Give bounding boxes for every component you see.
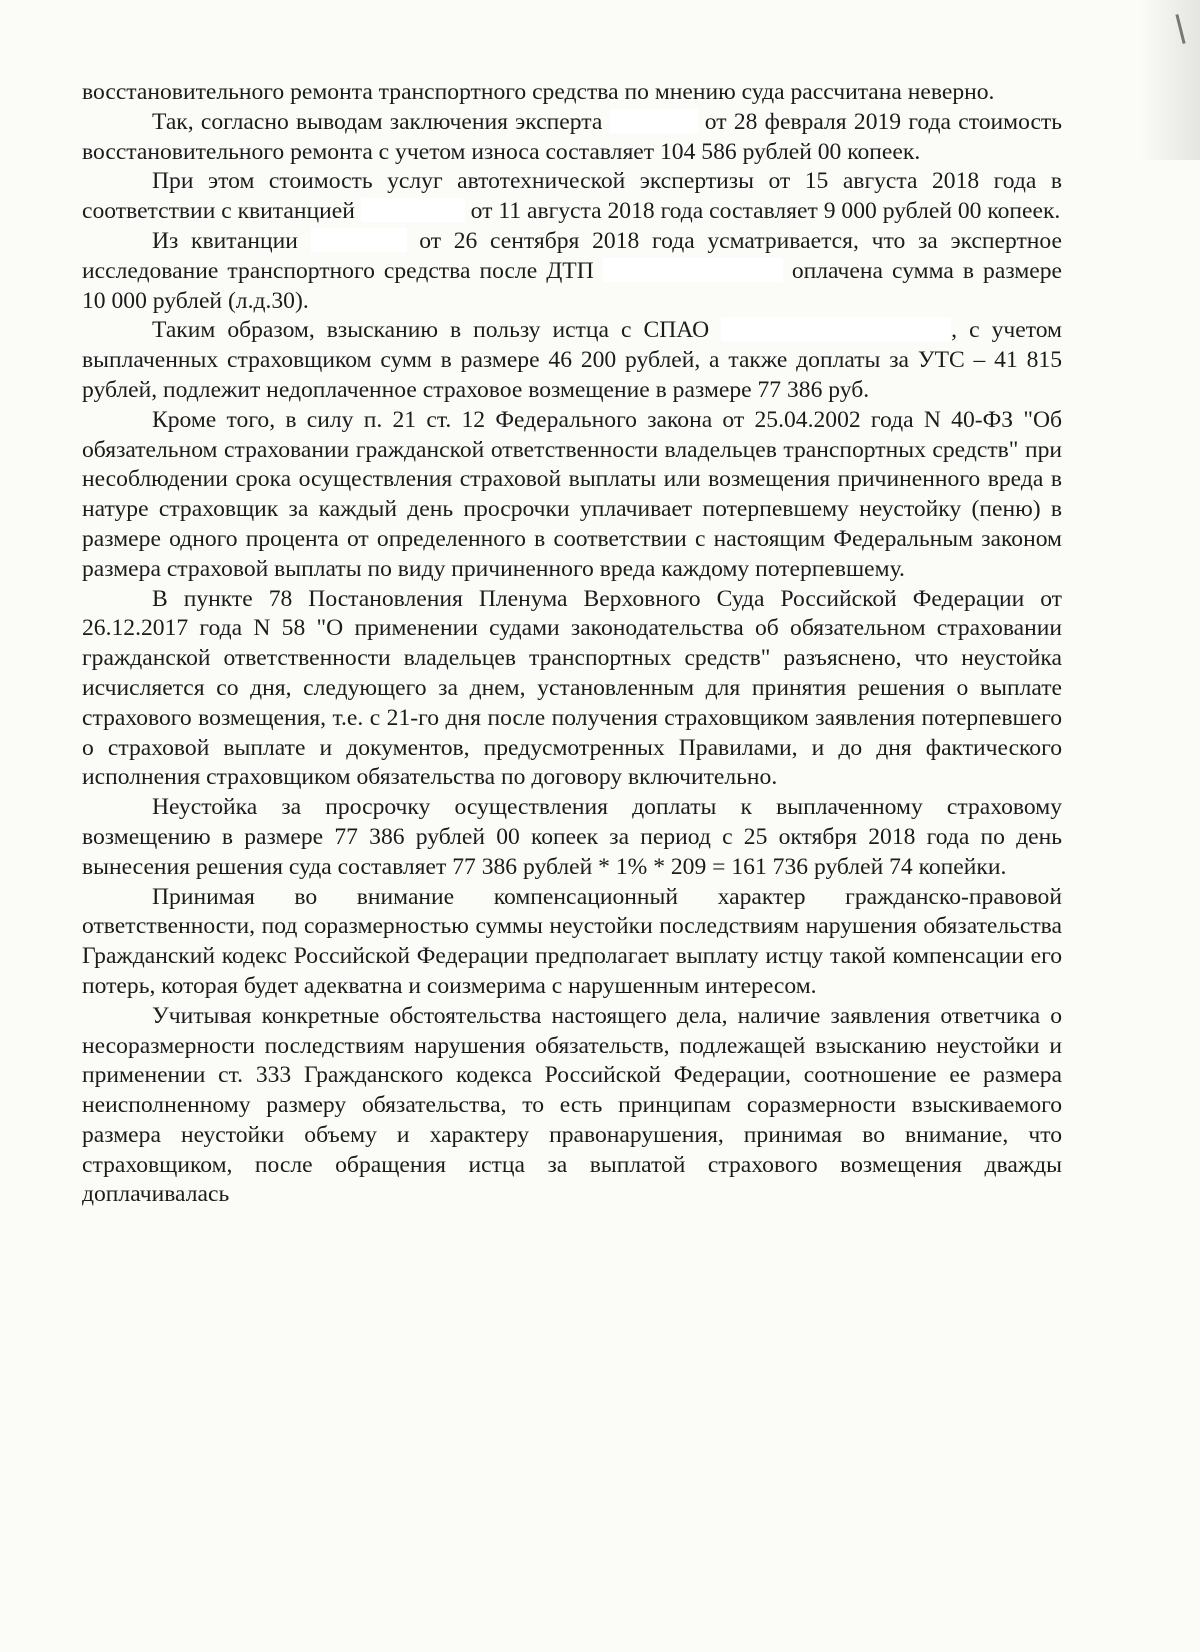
- redaction-block: [361, 198, 465, 222]
- paragraph: [82, 108, 1062, 168]
- paragraph-text: Так, согласно выводам заключения эксперта: [152, 108, 610, 135]
- paragraph-text: Кроме того, в силу п. 21 ст. 12 Федерального закона от 25.04.2002 года N 40-ФЗ "Об обязательном страховании гражданской ответственности владельцев транспортных средств" при несоблюдении срока осуществления страховой выплаты или возмещения причиненного вреда в натуре страховщик за каждый день просрочки уплачивает потерпевшему неустойку (пеню) в размере одного процента от определенного в соответствии с настоящим Федеральным законом размера страховой выплаты по виду причиненного вреда каждому потерпевшему.: [82, 406, 1062, 582]
- paragraph-text: от 26 сентября 2018 года усматривается, что за экспертное исследование транспортного средства после ДТП: [82, 227, 1062, 284]
- paragraph: [82, 585, 1062, 794]
- redaction-block: [721, 317, 951, 341]
- paragraph-text: , с учетом выплаченных страховщиком сумм в размере 46 200 рублей, а также доплаты за УТС – 41 815 рублей, подлежит недоплаченное страховое возмещение в размере 77 386 руб.: [82, 317, 1062, 403]
- paragraph-text: Учитывая конкретные обстоятельства настоящего дела, наличие заявления ответчика о несоразмерности последствиям нарушения обязательств, подлежащей взысканию неустойки и применении ст. 333 Гражданского кодекса Российской Федерации, соотношение ее размера неисполненному размеру обязательства, то есть принципам соразмерности взыскиваемого размера неустойки объему и характеру правонарушения, принимая во внимание, что страховщиком, после обращения истца за выплатой страхового возмещения дважды доплачивалась: [82, 1002, 1062, 1208]
- paragraph-text: В пункте 78 Постановления Пленума Верховного Суда Российской Федерации от 26.12.2017 года N 58 "О применении судами законодательства об обязательном страховании гражданской ответственности владельцев транспортных средств" разъяснено, что неустойка исчисляется со дня, следующего за днем, установленным для принятия решения о выплате страхового возмещения, т.е. с 21-го дня после получения страховщиком заявления потерпевшего о страховой выплате и документов, предусмотренных Правилами, и до дня фактического исполнения страховщиком обязательства по договору включительно.: [82, 585, 1062, 791]
- paragraph: [82, 406, 1062, 585]
- paragraph-text: При этом стоимость услуг автотехнической экспертизы от 15 августа 2018 года в соответствии с квитанцией: [82, 168, 1062, 225]
- redaction-block: [603, 258, 783, 282]
- paragraph: [82, 1002, 1062, 1211]
- document-body: [82, 78, 1062, 1210]
- paragraph: [82, 78, 1062, 108]
- paragraph-text: восстановительного ремонта транспортного средства по мнению суда рассчитана неверно.: [82, 79, 995, 105]
- paragraph-text: Неустойка за просрочку осуществления доплаты к выплаченному страховому возмещению в размере 77 386 рублей 00 копеек за период с 25 октября 2018 года по день вынесения решения суда составляет 77 386 рублей * 1% * 209 = 161 736 рублей 74 копейки.: [82, 794, 1062, 880]
- paragraph-text: Таким образом, взысканию в пользу истца с СПАО: [152, 317, 722, 344]
- paragraph-text: оплачена сумма в размере 10 000 рублей (л.д.30).: [82, 257, 1062, 314]
- paragraph: [82, 227, 1062, 316]
- redaction-block: [311, 228, 407, 252]
- paragraph-text: от 28 февраля 2019 года стоимость восстановительного ремонта с учетом износа составляет 104 586 рублей 00 копеек.: [82, 108, 1062, 165]
- paragraph: [82, 167, 1062, 227]
- scan-edge-mark: [1175, 14, 1185, 44]
- redaction-block: [610, 109, 698, 133]
- paragraph-text: Принимая во внимание компенсационный характер гражданско-правовой ответственности, под соразмерностью суммы неустойки последствиям нарушения обязательства Гражданский кодекс Российской Федерации предполагает выплату истцу такой компенсации его потерь, которая будет адекватна и соизмерима с нарушенным интересом.: [82, 883, 1062, 999]
- paragraph: [82, 316, 1062, 405]
- paragraph: [82, 883, 1062, 1002]
- paragraph-text: Из квитанции: [152, 227, 311, 254]
- paragraph: [82, 793, 1062, 882]
- paragraph-text: от 11 августа 2018 года составляет 9 000 рублей 00 копеек.: [464, 198, 1061, 225]
